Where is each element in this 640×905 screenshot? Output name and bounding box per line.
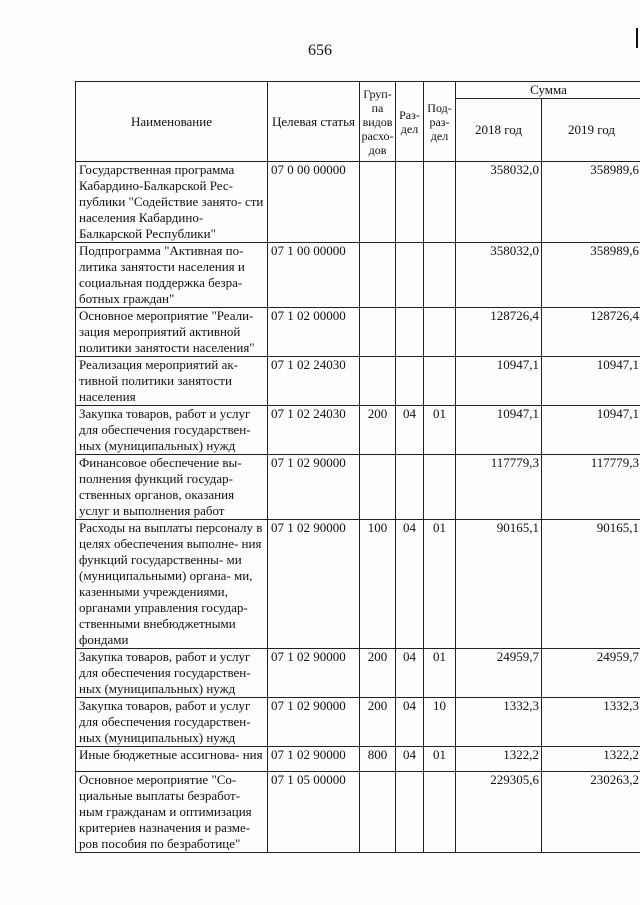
row-code: 07 1 02 90000 <box>268 698 360 747</box>
row-section <box>396 162 424 243</box>
row-2018: 24959,7 <box>456 649 542 698</box>
row-2019: 10947,1 <box>542 357 640 406</box>
table-row <box>76 520 640 649</box>
table-row <box>76 308 640 357</box>
row-subsection <box>424 162 456 243</box>
row-2019: 358989,6 <box>542 162 640 243</box>
row-code: 07 1 02 90000 <box>268 455 360 520</box>
row-group: 200 <box>360 649 396 698</box>
row-subsection: 01 <box>424 520 456 649</box>
row-2018: 1332,3 <box>456 698 542 747</box>
row-group: 100 <box>360 520 396 649</box>
header-target: Целевая статья <box>268 82 360 162</box>
row-name: Расходы на выплаты персоналу в целях обеспечения выполне- ния функций государственны- ми (муниципальными) органа- ми, казенными учреждениями, органами управления государ- ственными внебюджетными фондами <box>76 520 268 649</box>
row-code: 07 1 02 90000 <box>268 520 360 649</box>
table-row <box>76 698 640 747</box>
row-2019: 128726,4 <box>542 308 640 357</box>
row-name: Финансовое обеспечение вы- полнения функций государ- ственных органов, оказания услуг и выполнения работ <box>76 455 268 520</box>
row-2018: 90165,1 <box>456 520 542 649</box>
row-group <box>360 308 396 357</box>
row-section: 04 <box>396 698 424 747</box>
table-row <box>76 455 640 520</box>
header-year-2019: 2019 год <box>542 99 640 162</box>
row-subsection: 01 <box>424 747 456 772</box>
row-2019: 1322,2 <box>542 747 640 772</box>
row-subsection: 10 <box>424 698 456 747</box>
row-subsection <box>424 357 456 406</box>
row-2019: 117779,3 <box>542 455 640 520</box>
row-name: Закупка товаров, работ и услуг для обеспечения государствен- ных (муниципальных) нужд <box>76 649 268 698</box>
header-sum: Сумма <box>456 82 640 99</box>
budget-table-container <box>75 81 640 853</box>
table-row <box>76 162 640 243</box>
row-code: 07 1 02 90000 <box>268 649 360 698</box>
row-subsection <box>424 243 456 308</box>
row-section <box>396 243 424 308</box>
row-2019: 358989,6 <box>542 243 640 308</box>
row-2018: 358032,0 <box>456 162 542 243</box>
row-group: 800 <box>360 747 396 772</box>
table-row <box>76 649 640 698</box>
header-year-2018: 2018 год <box>456 99 542 162</box>
row-section <box>396 772 424 853</box>
row-section: 04 <box>396 520 424 649</box>
row-code: 07 0 00 00000 <box>268 162 360 243</box>
row-subsection: 01 <box>424 406 456 455</box>
row-group <box>360 357 396 406</box>
page-number: 656 <box>308 42 332 59</box>
row-name: Подпрограмма "Активная по- литика занятости населения и социальная поддержка безра- ботных граждан" <box>76 243 268 308</box>
row-section: 04 <box>396 406 424 455</box>
header-group: Груп- па видов расхо- дов <box>360 82 396 162</box>
row-group <box>360 162 396 243</box>
row-code: 07 1 00 00000 <box>268 243 360 308</box>
row-code: 07 1 02 24030 <box>268 406 360 455</box>
row-group <box>360 772 396 853</box>
row-2018: 10947,1 <box>456 406 542 455</box>
row-2019: 10947,1 <box>542 406 640 455</box>
header-name: Наименование <box>76 82 268 162</box>
row-section <box>396 357 424 406</box>
row-code: 07 1 02 24030 <box>268 357 360 406</box>
row-subsection <box>424 772 456 853</box>
row-subsection <box>424 308 456 357</box>
row-name: Основное мероприятие "Со- циальные выплаты безработ- ным гражданам и оптимизация критериев назначения и разме- ров пособия по безработице" <box>76 772 268 853</box>
row-section: 04 <box>396 649 424 698</box>
budget-table <box>75 81 640 853</box>
row-section: 04 <box>396 747 424 772</box>
table-row <box>76 357 640 406</box>
row-name: Закупка товаров, работ и услуг для обеспечения государствен- ных (муниципальных) нужд <box>76 406 268 455</box>
table-row <box>76 243 640 308</box>
row-name: Реализация мероприятий ак- тивной политики занятости населения <box>76 357 268 406</box>
row-section <box>396 308 424 357</box>
row-group: 200 <box>360 406 396 455</box>
header-section: Раз- дел <box>396 82 424 162</box>
row-subsection: 01 <box>424 649 456 698</box>
row-2018: 358032,0 <box>456 243 542 308</box>
row-name: Закупка товаров, работ и услуг для обеспечения государствен- ных (муниципальных) нужд <box>76 698 268 747</box>
table-row <box>76 747 640 772</box>
row-code: 07 1 02 90000 <box>268 747 360 772</box>
row-code: 07 1 05 00000 <box>268 772 360 853</box>
header-subsection: Под- раз- дел <box>424 82 456 162</box>
row-section <box>396 455 424 520</box>
row-name: Государственная программа Кабардино-Балкарской Рес- публики "Содействие занято- сти населения Кабардино- Балкарской Республики" <box>76 162 268 243</box>
row-2018: 1322,2 <box>456 747 542 772</box>
row-group <box>360 455 396 520</box>
row-subsection <box>424 455 456 520</box>
row-code: 07 1 02 00000 <box>268 308 360 357</box>
row-2018: 10947,1 <box>456 357 542 406</box>
row-2018: 229305,6 <box>456 772 542 853</box>
row-name: Иные бюджетные ассигнова- ния <box>76 747 268 772</box>
row-group <box>360 243 396 308</box>
table-row <box>76 772 640 853</box>
row-2018: 128726,4 <box>456 308 542 357</box>
row-2019: 24959,7 <box>542 649 640 698</box>
row-2019: 1332,3 <box>542 698 640 747</box>
row-2018: 117779,3 <box>456 455 542 520</box>
row-name: Основное мероприятие "Реали- зация мероприятий активной политики занятости населения" <box>76 308 268 357</box>
row-group: 200 <box>360 698 396 747</box>
row-2019: 90165,1 <box>542 520 640 649</box>
row-2019: 230263,2 <box>542 772 640 853</box>
table-row <box>76 406 640 455</box>
